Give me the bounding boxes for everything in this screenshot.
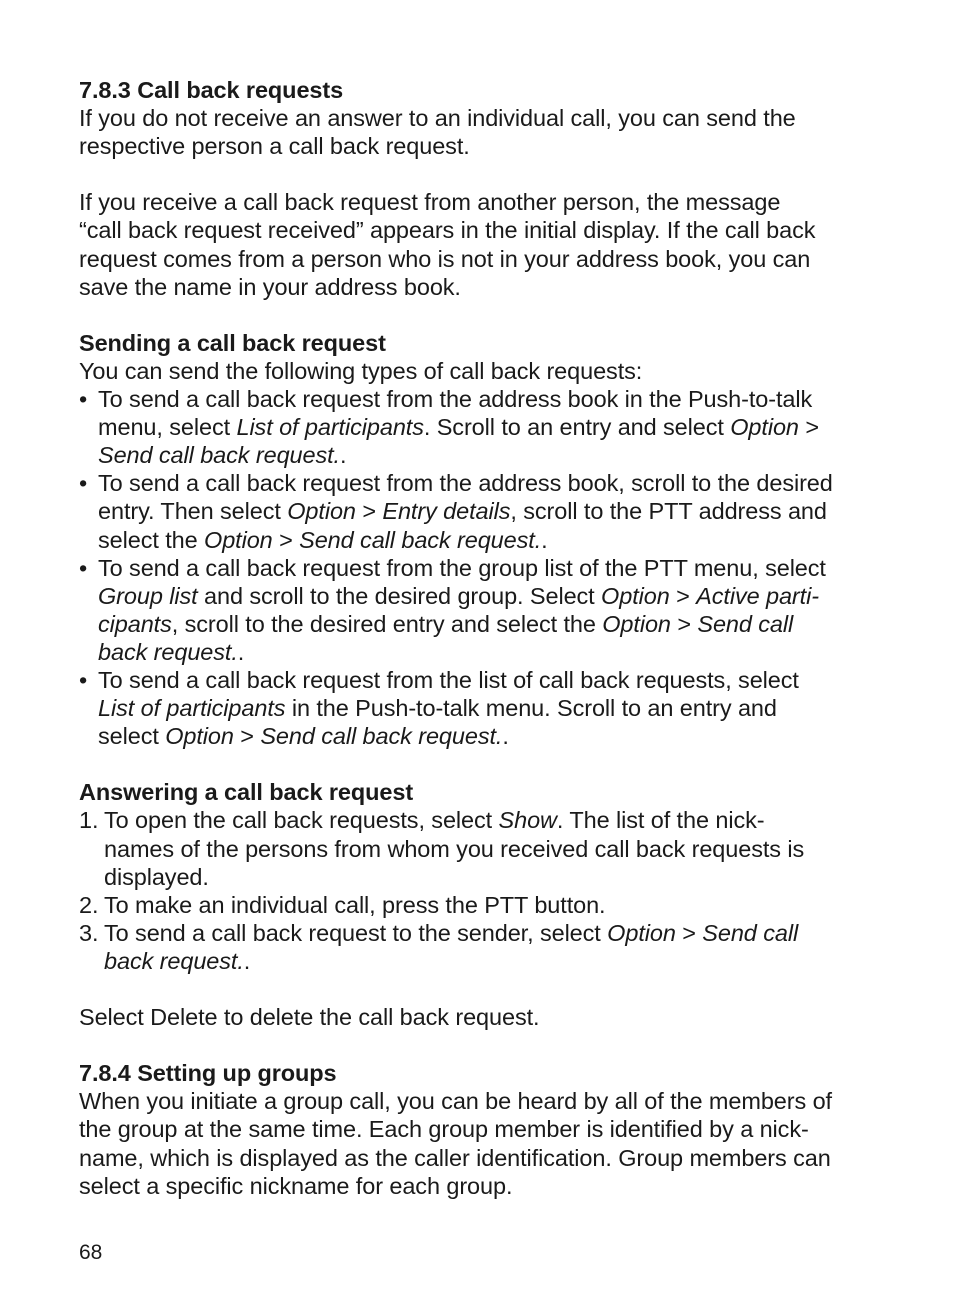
menu-term: List of participants bbox=[98, 695, 286, 722]
step-number: 3. bbox=[79, 919, 99, 946]
bullet-item bbox=[79, 666, 879, 750]
step-line: back request.. bbox=[104, 947, 251, 974]
menu-term: Send call back request. bbox=[260, 723, 503, 750]
paragraph-line: name, which is displayed as the caller identification. Group members can bbox=[79, 1144, 831, 1171]
step-line: 1. To open the call back requests, select Show. The list of the nick- bbox=[79, 807, 765, 834]
paragraph-line: If you receive a call back request from another person, the message bbox=[79, 189, 781, 216]
bullet-item bbox=[79, 469, 879, 553]
section-heading-setting-up-groups: 7.8.4 Setting up groups bbox=[79, 1060, 337, 1087]
paragraph-line: the group at the same time. Each group member is identified by a nick- bbox=[79, 1116, 809, 1143]
menu-term: Option bbox=[730, 414, 799, 441]
bullet-line: select Option > Send call back request.. bbox=[98, 723, 509, 750]
bullet-line: entry. Then select Option > Entry details, scroll to the PTT address and bbox=[98, 498, 827, 525]
menu-term: Send call back request. bbox=[98, 442, 340, 469]
paragraph-line: When you initiate a group call, you can be heard by all of the members of bbox=[79, 1088, 832, 1115]
menu-term: Option bbox=[602, 610, 671, 637]
bullet-icon: • bbox=[79, 554, 88, 581]
paragraph-line: select a specific nickname for each group. bbox=[79, 1172, 513, 1199]
paragraph-spacer bbox=[79, 750, 879, 778]
menu-term: Group list bbox=[98, 582, 198, 609]
menu-term: Send call back request. bbox=[299, 526, 542, 553]
paragraph-line: respective person a call back request. bbox=[79, 133, 470, 160]
numbered-step bbox=[79, 919, 879, 975]
step-number: 2. bbox=[79, 891, 99, 918]
menu-term: Option bbox=[165, 723, 234, 750]
bullet-line: • To send a call back request from the list of call back requests, select bbox=[79, 666, 799, 693]
menu-term: List of participants bbox=[236, 414, 424, 441]
menu-term: back request. bbox=[98, 638, 238, 665]
bullet-line: back request.. bbox=[98, 638, 245, 665]
paragraph-line: You can send the following types of call back requests: bbox=[79, 357, 643, 384]
bullet-icon: • bbox=[79, 470, 88, 497]
numbered-step bbox=[79, 891, 879, 919]
bullet-item bbox=[79, 554, 879, 666]
menu-term: Option bbox=[601, 582, 670, 609]
menu-term: Show bbox=[498, 807, 557, 834]
bullet-line: • To send a call back request from the address book, scroll to the desired bbox=[79, 470, 833, 497]
subheading-answering-call-back-request: Answering a call back request bbox=[79, 779, 414, 806]
bullet-line: Group list and scroll to the desired group. Select Option > Active parti- bbox=[98, 582, 819, 609]
menu-term: Active parti- bbox=[696, 582, 819, 609]
paragraph-line: request comes from a person who is not in your address book, you can bbox=[79, 245, 811, 272]
menu-term: Option bbox=[204, 526, 273, 553]
page-number: 68 bbox=[79, 1241, 103, 1264]
paragraph-spacer bbox=[79, 160, 879, 188]
bullet-line: cipants, scroll to the desired entry and select the Option > Send call bbox=[98, 610, 794, 637]
bullet-icon: • bbox=[79, 666, 88, 693]
step-line: names of the persons from whom you received call back requests is bbox=[104, 835, 805, 862]
paragraph-spacer bbox=[79, 975, 879, 1003]
paragraph-line: Select Delete to delete the call back request. bbox=[79, 1004, 540, 1031]
step-line: 2. To make an individual call, press the PTT button. bbox=[79, 891, 606, 918]
paragraph-spacer bbox=[79, 1031, 879, 1059]
step-line: 3. To send a call back request to the sender, select Option > Send call bbox=[79, 919, 799, 946]
numbered-step bbox=[79, 806, 879, 890]
menu-term: Option bbox=[607, 919, 676, 946]
menu-term: Entry details bbox=[382, 498, 511, 525]
menu-term: back request. bbox=[104, 947, 244, 974]
bullet-icon: • bbox=[79, 386, 88, 413]
step-number: 1. bbox=[79, 807, 99, 834]
bullet-line: • To send a call back request from the address book in the Push-to-talk bbox=[79, 386, 813, 413]
menu-term: Send call bbox=[697, 610, 794, 637]
section-heading-call-back-requests: 7.8.3 Call back requests bbox=[79, 77, 344, 103]
paragraph-line: “call back request received” appears in the initial display. If the call back bbox=[79, 217, 816, 244]
menu-term: Option bbox=[287, 498, 356, 525]
bullet-item bbox=[79, 385, 879, 469]
subheading-sending-call-back-request: Sending a call back request bbox=[79, 329, 386, 356]
manual-page bbox=[79, 76, 879, 1200]
paragraph-line: save the name in your address book. bbox=[79, 273, 461, 300]
paragraph-line: If you do not receive an answer to an individual call, you can send the bbox=[79, 105, 796, 132]
bullet-line: List of participants in the Push-to-talk menu. Scroll to an entry and bbox=[98, 695, 777, 722]
bullet-line: menu, select List of participants. Scroll to an entry and select Option > bbox=[98, 414, 819, 441]
paragraph-spacer bbox=[79, 301, 879, 329]
bullet-line: Send call back request.. bbox=[98, 442, 347, 469]
menu-term: Send call bbox=[702, 919, 799, 946]
menu-term: cipants bbox=[98, 610, 172, 637]
step-line: displayed. bbox=[104, 863, 209, 890]
bullet-line: select the Option > Send call back request.. bbox=[98, 526, 548, 553]
bullet-line: • To send a call back request from the group list of the PTT menu, select bbox=[79, 554, 826, 581]
